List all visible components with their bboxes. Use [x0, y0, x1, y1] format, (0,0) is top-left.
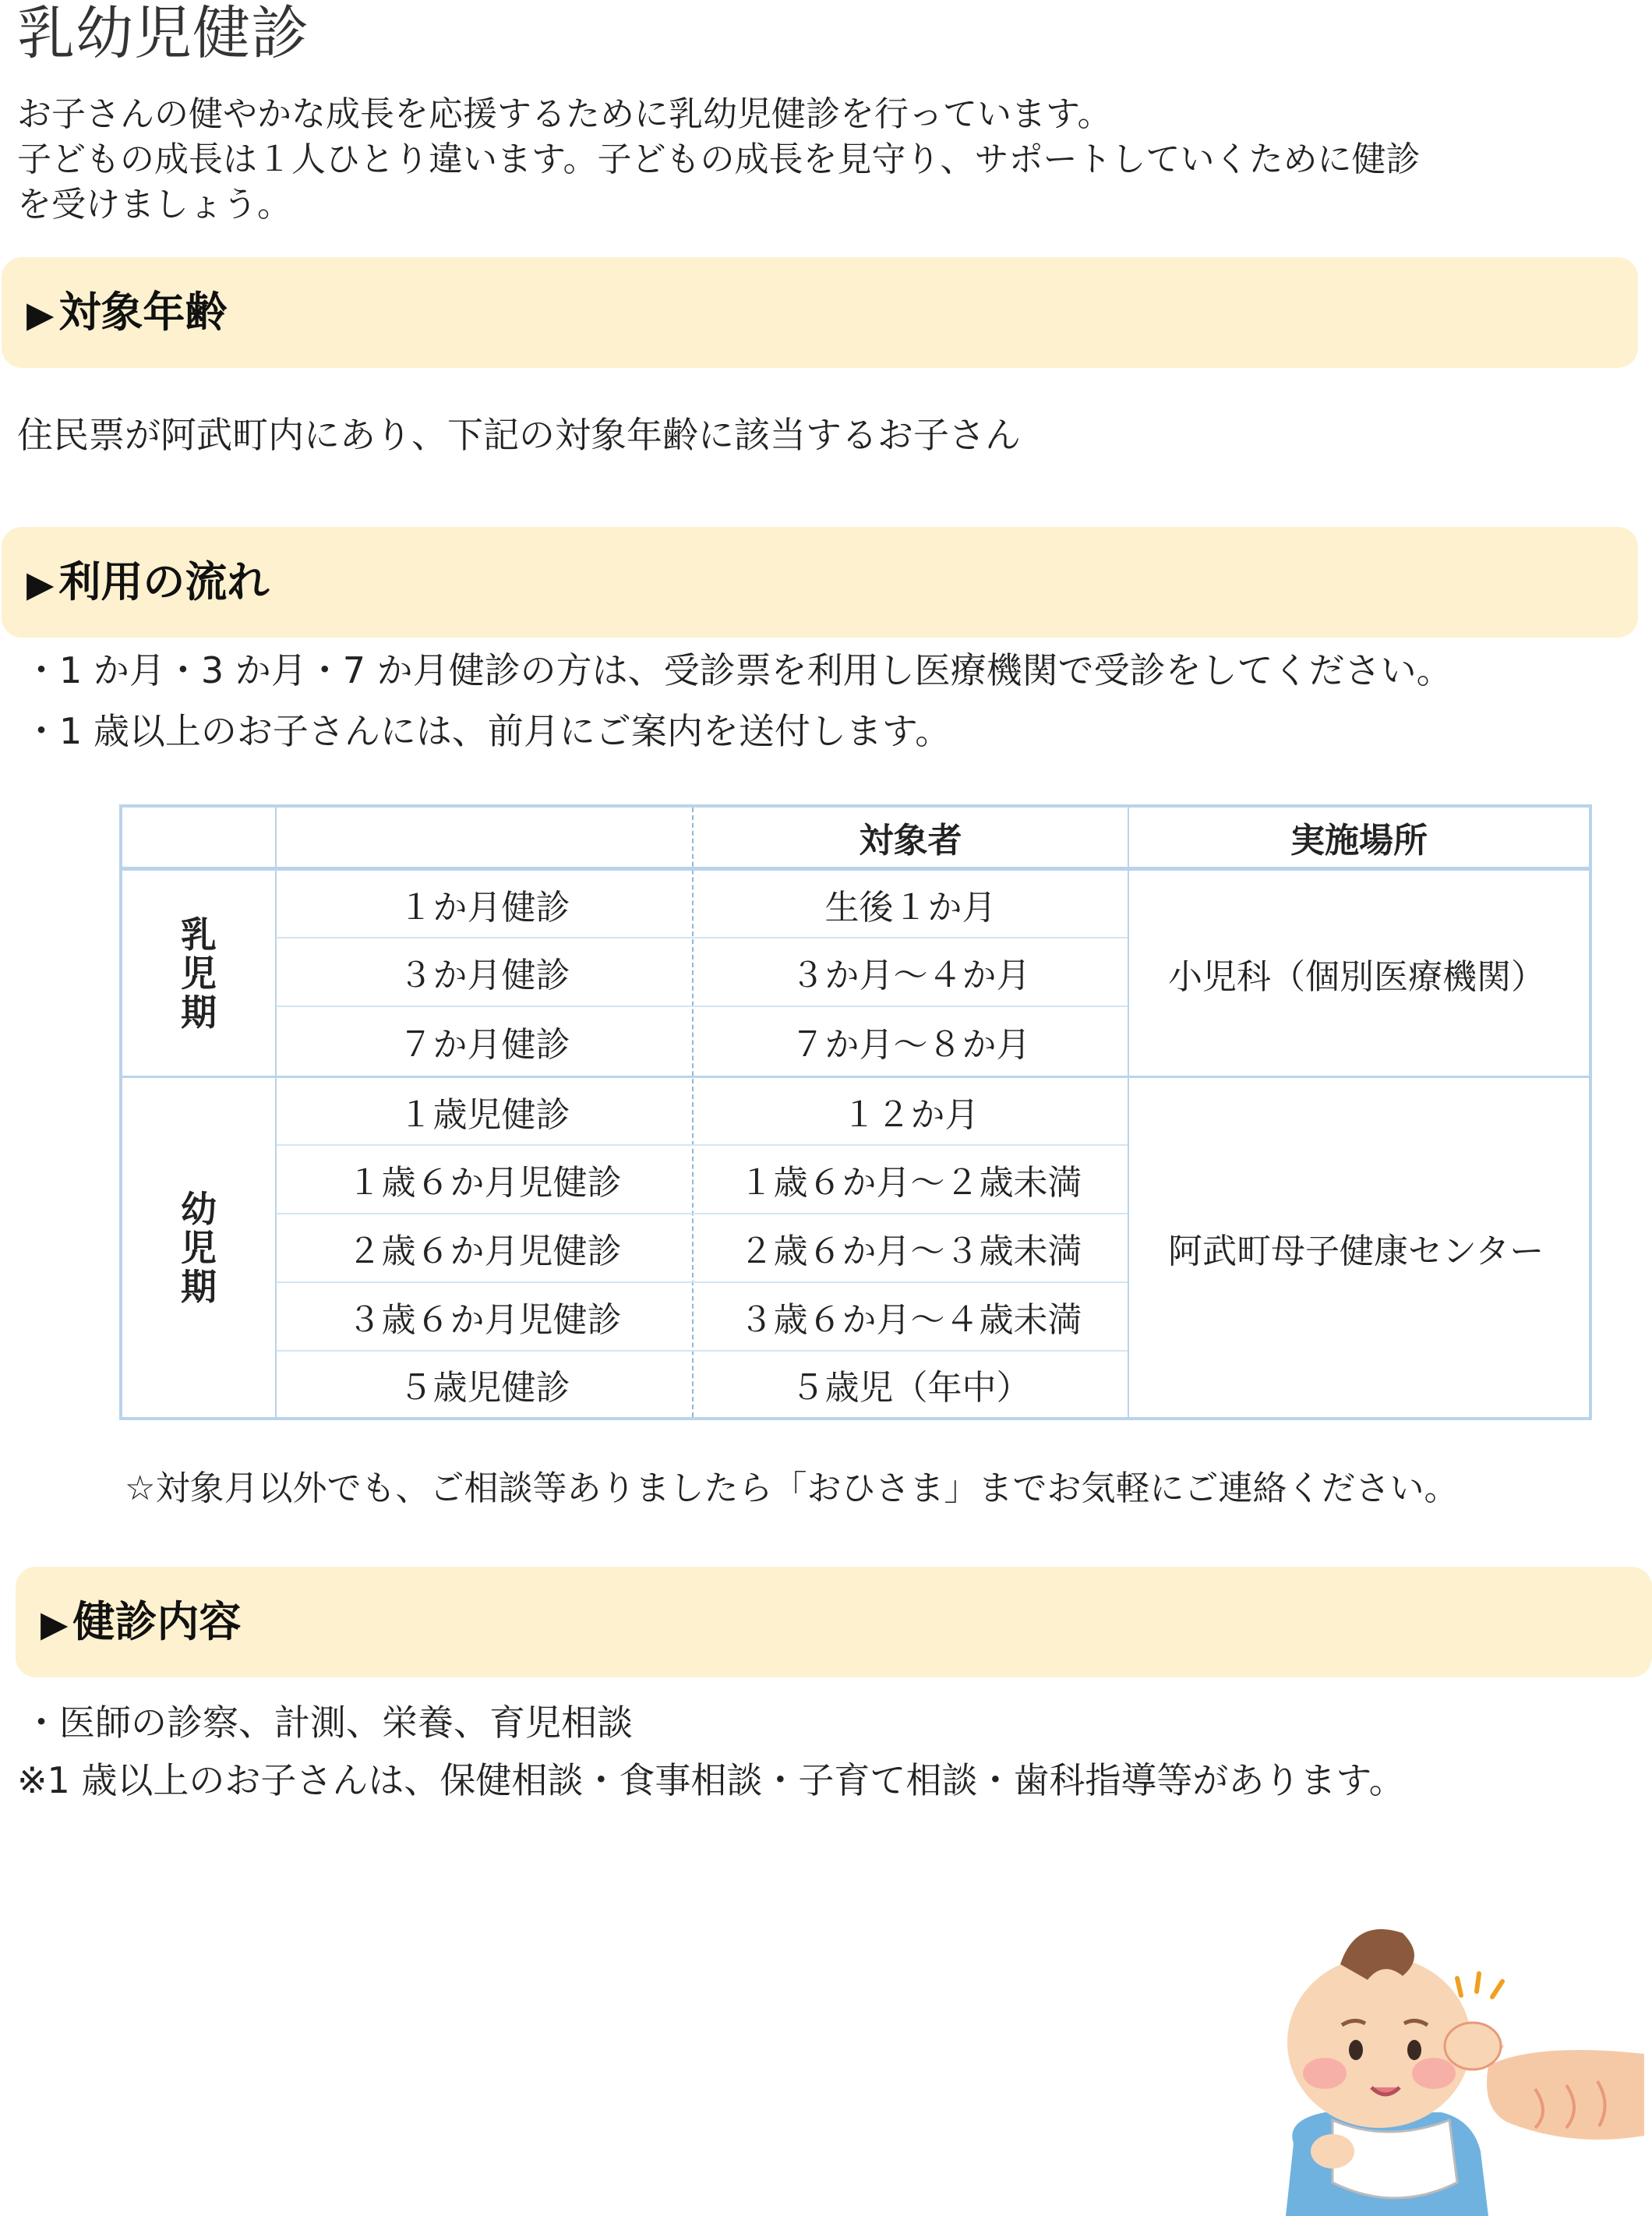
exam-target: ２歳６か月～３歳未満 — [739, 1232, 1082, 1271]
section-heading-target-age: 対象年齢 — [58, 288, 228, 337]
section-heading-content: 健診内容 — [72, 1597, 242, 1646]
exam-name: ２歳６か月児健診 — [347, 1232, 622, 1271]
section-band-target-age — [2, 257, 1638, 368]
content-line-2: ※1 歳以上のお子さんは、保健相談・食事相談・子育て相談・歯科指導等があります。 — [17, 1759, 1405, 1801]
exam-target: ７か月～８か月 — [790, 1025, 1031, 1065]
baby-illustration — [1239, 1886, 1644, 2216]
page-title: 乳幼児健診 — [17, 0, 309, 67]
exam-target: 生後１か月 — [824, 887, 997, 928]
target-age-text: 住民票が阿武町内にあり、下記の対象年齢に該当するお子さん — [17, 414, 1021, 456]
exam-target: ３歳６か月～４歳未満 — [739, 1300, 1082, 1340]
group-label-infant: 乳 児 期 — [181, 913, 217, 1034]
intro-line-2: 子どもの成長は１人ひとり違います。子どもの成長を見守り、サポートしていくために健診 — [17, 140, 1421, 179]
exam-name: １か月健診 — [398, 887, 570, 928]
exam-target: １２か月 — [842, 1094, 980, 1135]
flow-line-1: ・1 か月・3 か月・7 か月健診の方は、受診票を利用し医療機関で受診をしてください。 — [23, 649, 1453, 691]
triangle-icon: ▶ — [26, 293, 55, 335]
section-heading-flow: 利用の流れ — [58, 557, 270, 606]
section-band-content — [16, 1567, 1652, 1677]
content-line-1: ・医師の診察、計測、栄養、育児相談 — [23, 1702, 633, 1744]
header-place: 実施場所 — [1290, 821, 1428, 861]
group-label-toddler: 幼 児 期 — [181, 1187, 217, 1308]
exam-target: ５歳児（年中） — [790, 1368, 1031, 1408]
triangle-icon: ▶ — [41, 1603, 69, 1645]
exam-name: ３歳６か月児健診 — [347, 1300, 622, 1340]
contact-note: ☆対象月以外でも、ご相談等ありましたら「おひさま」までお気軽にご連絡ください。 — [125, 1468, 1459, 1508]
exam-name: ３か月健診 — [398, 956, 570, 995]
intro-line-3: を受けましょう。 — [17, 185, 291, 224]
exam-name: １歳児健診 — [398, 1094, 570, 1135]
flow-line-2: ・1 歳以上のお子さんには、前月にご案内を送付します。 — [23, 710, 951, 752]
section-band-flow — [2, 527, 1638, 638]
exam-schedule-table — [119, 804, 1592, 1420]
exam-target: ３か月～４か月 — [790, 956, 1031, 995]
intro-line-1: お子さんの健やかな成長を応援するために乳幼児健診を行っています。 — [17, 94, 1112, 134]
exam-name: ５歳児健診 — [398, 1368, 570, 1408]
place-toddler: 阿武町母子健康センター — [1168, 1231, 1544, 1271]
header-target: 対象者 — [859, 821, 962, 861]
exam-name: ７か月健診 — [398, 1025, 570, 1065]
exam-name: １歳６か月児健診 — [347, 1163, 622, 1203]
triangle-icon: ▶ — [26, 563, 55, 605]
place-infant: 小児科（個別医療機関） — [1168, 956, 1545, 997]
exam-target: １歳６か月～２歳未満 — [739, 1163, 1082, 1203]
